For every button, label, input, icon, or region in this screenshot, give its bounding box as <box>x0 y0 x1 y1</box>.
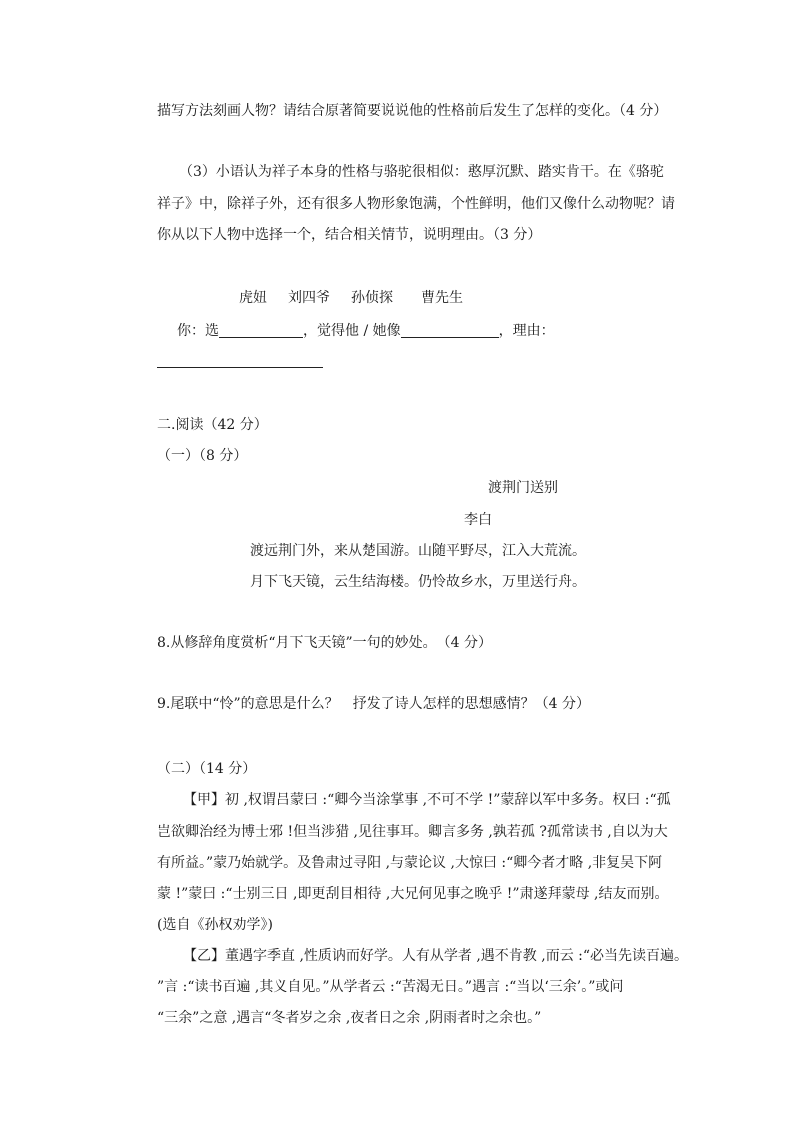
prev-question-tail: 描写方法刻画人物？请结合原著简要说说他的性格前后发生了怎样的变化。（4 分） <box>157 103 668 119</box>
poem-title: 渡荆门送别 <box>488 480 558 496</box>
text-jia-line-1: 【甲】初 ,权谓吕蒙曰 :“卿今当涂掌事 ,不可不学 !”蒙辞以军中多务。权曰 :“孤 <box>183 792 671 808</box>
question-8: 8.从修辞角度赏析“月下飞天镜”一句的妙处。 （4 分） <box>157 635 493 651</box>
character-option: 刘四爷 <box>288 290 330 306</box>
poem-line-2: 月下飞天镜，云生结海楼。仍怜故乡水，万里送行舟。 <box>250 574 586 590</box>
q3-line-1: （3）小语认为祥子本身的性格与骆驼很相似：憨厚沉默、踏实肯干。在《骆驼 <box>179 164 664 180</box>
character-option: 孙侦探 <box>351 290 393 306</box>
fill-prefix: 你：选 <box>177 323 219 339</box>
text-yi-line-1: 【乙】董遇字季直 ,性质讷而好学。人有从学者 ,遇不肯教 ,而云 :“必当先读百遍。 <box>183 948 689 964</box>
part-1-heading: （一）（8 分） <box>157 448 248 464</box>
text-yi-line-2: ”言 :“读书百遍 ,其义自见。”从学者云 :“苦渴无日。”遇言 :“当以‘三余’。”或问 <box>157 979 624 995</box>
character-options <box>239 291 463 305</box>
part-2-heading: （二）（14 分） <box>157 761 257 777</box>
answer-fill-line <box>177 323 555 338</box>
fill-suffix: ，理由： <box>498 323 555 339</box>
character-option: 虎妞 <box>239 290 267 306</box>
text-jia-source: (选自《孙权劝学》) <box>157 917 273 933</box>
text-jia-line-4: 蒙 !”蒙曰 :“士别三日 ,即更刮目相待 ,大兄何见事之晚乎 !”肃遂拜蒙母 ,结友而别。 <box>157 886 669 902</box>
reason-answer-line[interactable] <box>157 367 323 368</box>
fill-mid: ，觉得他 / 她像 <box>303 323 401 339</box>
q3-line-2: 祥子》中，除祥子外，还有很多人物形象饱满，个性鲜明，他们又像什么动物呢？请 <box>157 196 675 212</box>
animal-choice-blank[interactable] <box>219 323 303 338</box>
text-jia-line-3: 有所益。”蒙乃始就学。及鲁肃过寻阳 ,与蒙论议 ,大惊曰 :“卿今者才略 ,非复吴下阿 <box>157 855 663 871</box>
poem-line-1: 渡远荆门外，来从楚国游。山随平野尽，江入大荒流。 <box>250 543 586 559</box>
section-2-heading: 二.阅读（42 分） <box>157 417 268 433</box>
animal-likeness-blank[interactable] <box>401 323 499 338</box>
text-jia-line-2: 岂欲卿治经为博士邪 !但当涉猎 ,见往事耳。卿言多务 ,孰若孤 ?孤常读书 ,自以为大 <box>157 824 668 840</box>
text-yi-line-3: “三余”之意 ,遇言“冬者岁之余 ,夜者日之余 ,阴雨者时之余也。” <box>157 1010 542 1026</box>
question-9: 9.尾联中“怜”的意思是什么？ 抒发了诗人怎样的思想感情？（4 分） <box>157 696 591 712</box>
poem-author: 李白 <box>464 512 492 528</box>
character-option: 曹先生 <box>421 290 463 306</box>
q3-line-3: 你从以下人物中选择一个，结合相关情节，说明理由。（3 分） <box>157 227 542 243</box>
